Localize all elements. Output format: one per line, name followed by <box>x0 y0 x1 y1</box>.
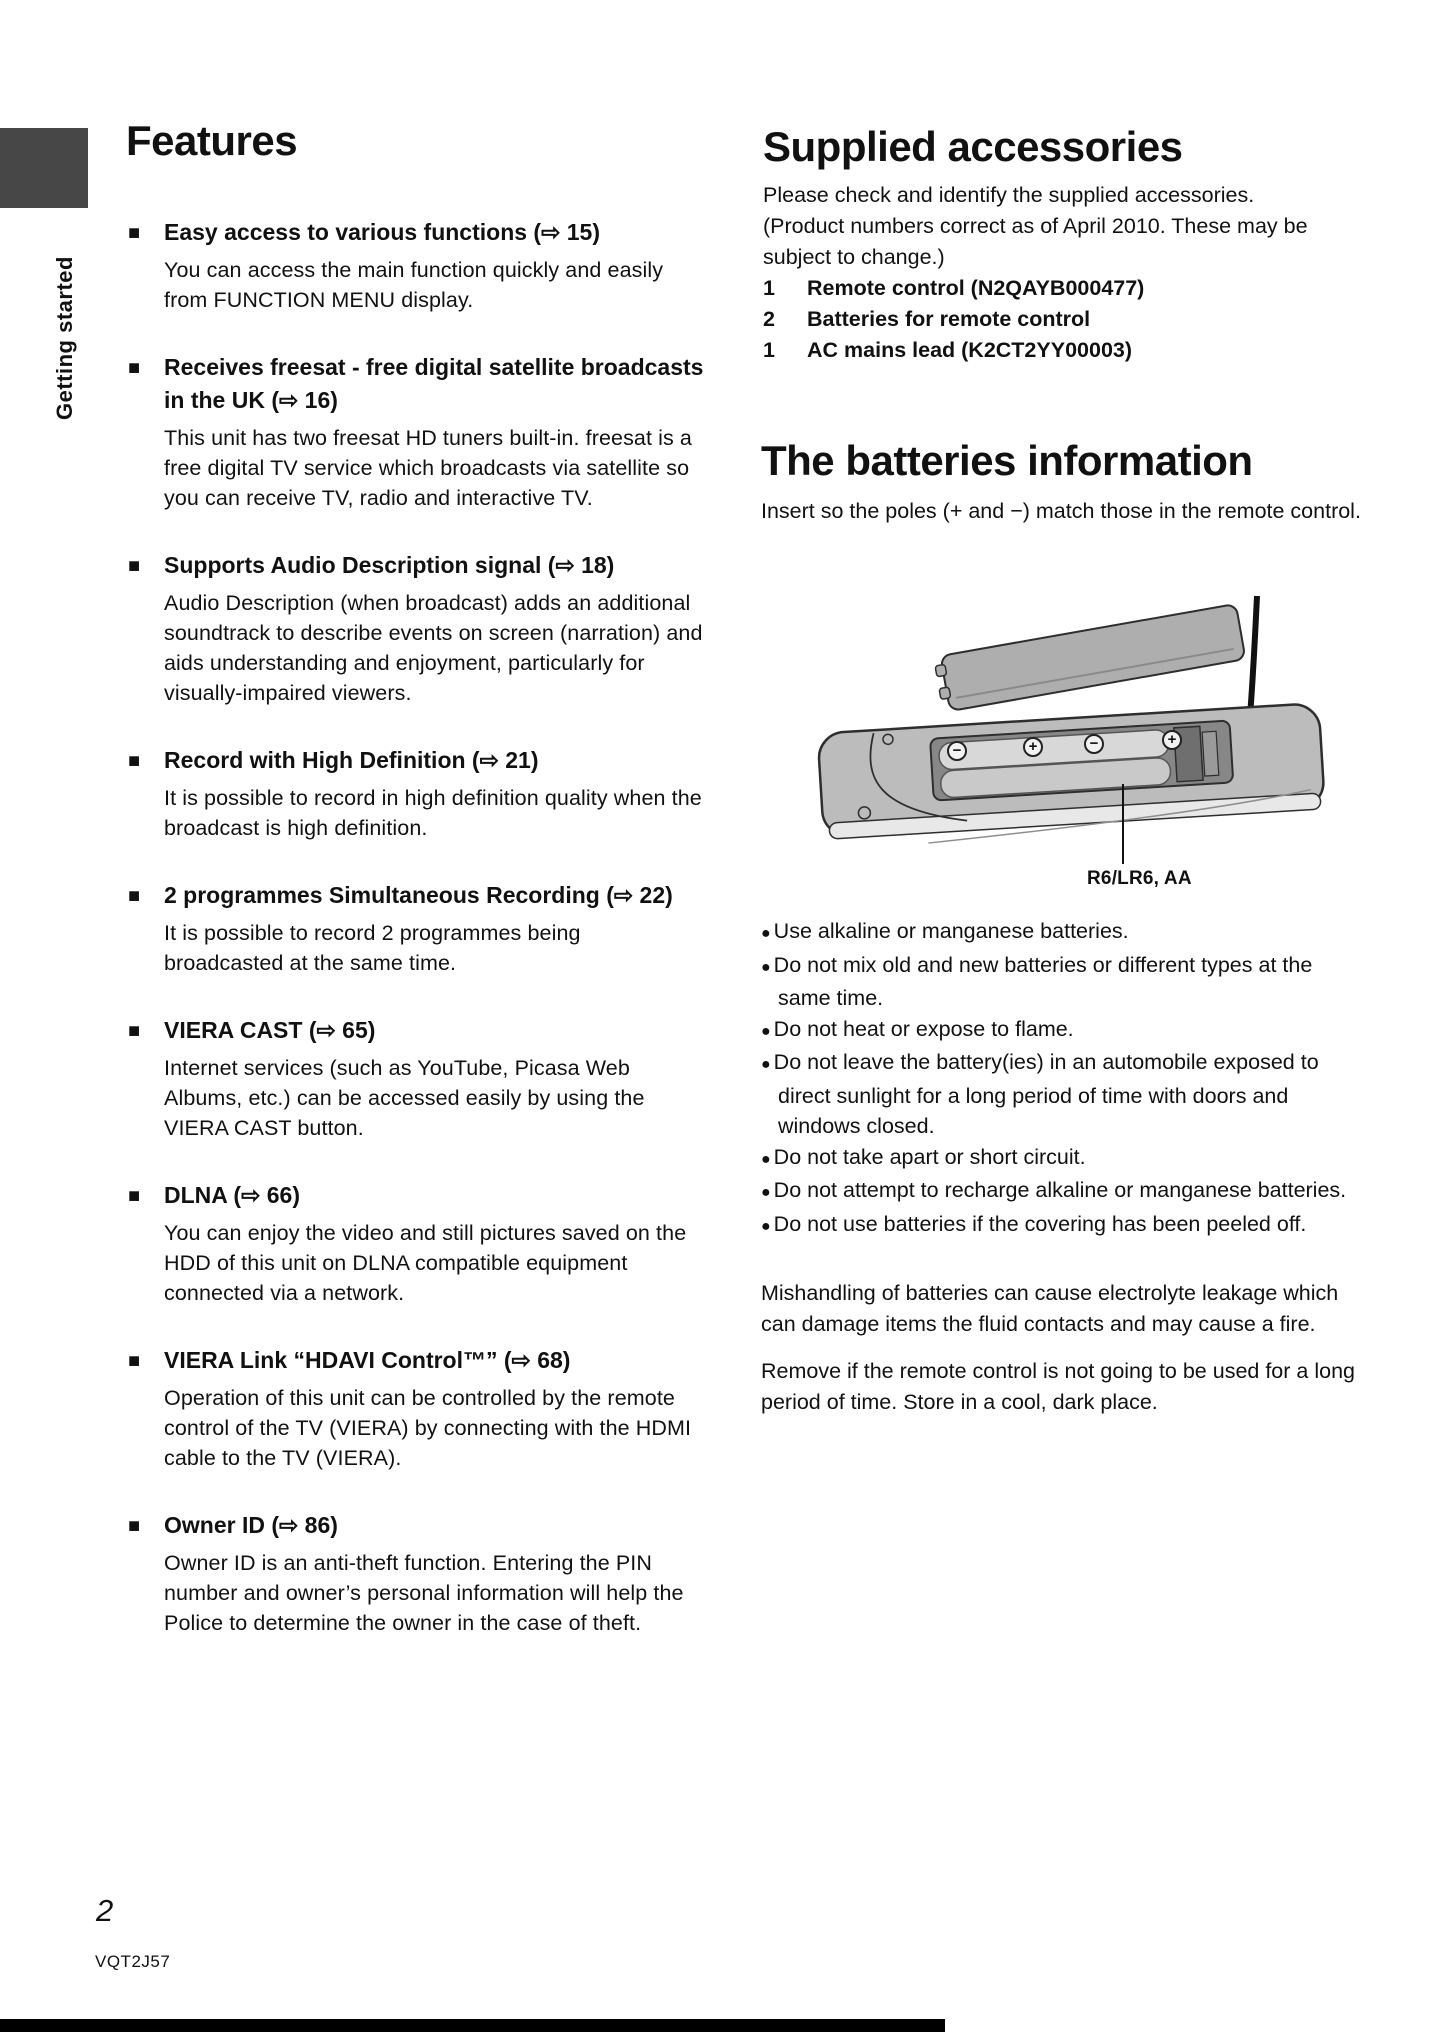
caution-item: ● Do not take apart or short circuit. <box>761 1142 1367 1176</box>
feature-body: Owner ID is an anti-theft function. Entering the PIN number and owner’s personal information will help the Police to determine the owner in the case of theft. <box>164 1551 684 1635</box>
caution-item: ● Do not use batteries if the covering has been peeled off. <box>761 1209 1367 1243</box>
accessory-item <box>763 335 1365 366</box>
batteries-title: The batteries information <box>761 437 1253 484</box>
features-title: Features <box>126 117 298 164</box>
feature-heading: ■ DLNA (⇨ 66) <box>164 1179 706 1212</box>
accessory-qty: 2 <box>763 307 775 331</box>
feature-heading: ■ VIERA CAST (⇨ 65) <box>164 1014 706 1047</box>
accessories-intro <box>763 180 1365 273</box>
features-column <box>128 216 706 1674</box>
feature-body: It is possible to record 2 programmes being broadcasted at the same time. <box>164 921 581 975</box>
caution-item: ● Do not leave the battery(ies) in an automobile exposed to direct sunlight for a long period of time with doors and windows closed. <box>761 1047 1367 1142</box>
battery-note: Mishandling of batteries can cause electrolyte leakage which can damage items the fluid contacts and may cause a fire. <box>761 1281 1339 1336</box>
battery-pole-minus: − <box>947 741 967 761</box>
accessories-title: Supplied accessories <box>763 123 1183 170</box>
battery-cover <box>933 604 1245 712</box>
feature-section <box>128 1179 706 1308</box>
feature-body: Operation of this unit can be controlled by the remote control of the TV (VIERA) by connecting with the HDMI cable to the TV (VIERA). <box>164 1386 692 1470</box>
feature-body: This unit has two freesat HD tuners built-in. freesat is a free digital TV service which broadcasts via satellite so you can receive TV, radio and interactive TV. <box>164 426 692 510</box>
page-number: 2 <box>96 1893 114 1928</box>
feature-heading: ■ VIERA Link “HDAVI Control™” (⇨ 68) <box>164 1344 706 1377</box>
page-bottom-bar <box>0 2019 945 2032</box>
accessory-label: Remote control (N2QAYB000477) <box>807 276 1145 300</box>
accessory-label: AC mains lead (K2CT2YY00003) <box>807 338 1133 362</box>
feature-section <box>128 351 706 513</box>
page-corner-block <box>0 128 88 208</box>
accessory-qty: 1 <box>763 276 775 300</box>
feature-body: Audio Description (when broadcast) adds an additional soundtrack to describe events on screen (narration) and aids understanding and enjoyment, particularly for visually-impaired viewers. <box>164 591 703 705</box>
feature-heading: ■ 2 programmes Simultaneous Recording (⇨ 22) <box>164 879 706 912</box>
feature-section <box>128 549 706 708</box>
battery-cautions <box>761 916 1367 1418</box>
batteries-info-section <box>761 436 1363 527</box>
feature-section <box>128 744 706 843</box>
battery-installation-figure <box>805 578 1337 910</box>
feature-body: It is possible to record in high definition quality when the broadcast is high definition. <box>164 786 702 840</box>
caution-item: ● Use alkaline or manganese batteries. <box>761 916 1367 950</box>
remote-body <box>818 703 1326 849</box>
battery-pole-plus: + <box>1162 730 1182 750</box>
accessory-item <box>763 273 1365 304</box>
batteries-intro: Insert so the poles (+ and −) match those in the remote control. <box>761 499 1361 523</box>
feature-heading: ■ Owner ID (⇨ 86) <box>164 1509 706 1542</box>
battery-note: Remove if the remote control is not going to be used for a long period of time. Store in a cool, dark place. <box>761 1359 1355 1414</box>
feature-body: You can access the main function quickly and easily from FUNCTION MENU display. <box>164 258 664 312</box>
accessories-intro-line: Please check and identify the supplied accessories. <box>763 183 1255 207</box>
accessory-label: Batteries for remote control <box>807 307 1091 331</box>
feature-section <box>128 216 706 315</box>
feature-heading: ■ Record with High Definition (⇨ 21) <box>164 744 706 777</box>
accessory-qty: 1 <box>763 338 775 362</box>
feature-heading: ■ Receives freesat - free digital satellite broadcasts in the UK (⇨ 16) <box>164 351 706 417</box>
caution-item: ● Do not heat or expose to flame. <box>761 1014 1367 1048</box>
document-code: VQT2J57 <box>95 1952 171 1971</box>
feature-section <box>128 1014 706 1143</box>
caution-item: ● Do not attempt to recharge alkaline or manganese batteries. <box>761 1175 1367 1209</box>
accessory-item <box>763 304 1365 335</box>
feature-body: Internet services (such as YouTube, Picasa Web Albums, etc.) can be accessed easily by using the VIERA CAST button. <box>164 1056 645 1140</box>
battery-pole-minus: − <box>1084 734 1104 754</box>
feature-heading: ■ Supports Audio Description signal (⇨ 18) <box>164 549 706 582</box>
feature-section <box>128 879 706 978</box>
feature-heading: ■ Easy access to various functions (⇨ 15) <box>164 216 706 249</box>
feature-section <box>128 1344 706 1473</box>
supplied-accessories-section <box>763 122 1365 366</box>
feature-body: You can enjoy the video and still pictures saved on the HDD of this unit on DLNA compatible equipment connected via a network. <box>164 1221 687 1305</box>
battery-type-label: R6/LR6, AA <box>1087 868 1192 889</box>
battery-pole-plus: + <box>1023 737 1043 757</box>
remote-control-illustration <box>805 578 1337 910</box>
chapter-tab-label: Getting started <box>52 256 77 420</box>
caution-item: ● Do not mix old and new batteries or different types at the same time. <box>761 950 1367 1014</box>
feature-section <box>128 1509 706 1638</box>
accessories-intro-line: (Product numbers correct as of April 2010. These may be subject to change.) <box>763 214 1308 269</box>
battery-caution-list <box>761 916 1367 1242</box>
